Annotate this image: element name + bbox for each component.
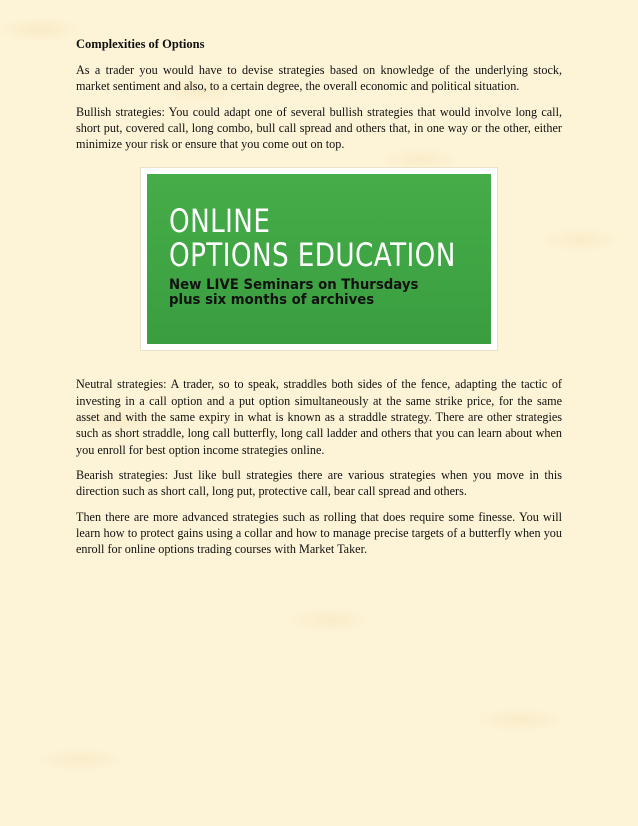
document-page xyxy=(76,36,562,566)
intro-paragraph: As a trader you would have to devise strategies based on knowledge of the underlying stock, market sentiment and also, to a certain degree, the overall economic and political situation. xyxy=(76,63,562,94)
online-options-education-banner[interactable] xyxy=(147,174,491,344)
banner-subtitle-line1: New LIVE Seminars on Thursdays xyxy=(169,277,419,294)
banner-container xyxy=(76,168,562,350)
advanced-strategies-paragraph: Then there are more advanced strategies such as rolling that does require some finesse. You will learn how to protect gains using a collar and how to manage precise targets of a butterfly when you enroll for online options trading courses with Market Taker. xyxy=(76,509,562,557)
banner-title-line1: ONLINE xyxy=(169,202,271,241)
banner-title-line2: OPTIONS EDUCATION xyxy=(169,236,456,275)
banner-subtitle-line2: plus six months of archives xyxy=(169,292,375,309)
banner-frame[interactable] xyxy=(141,168,497,350)
section-heading: Complexities of Options xyxy=(76,37,205,51)
bullish-strategies-paragraph: Bullish strategies: You could adapt one of several bullish strategies that would involve long call, short put, covered call, long combo, bull call spread and others that, in one way or the other, either minimize your risk or ensure that you come out on top. xyxy=(76,104,562,152)
neutral-strategies-paragraph: Neutral strategies: A trader, so to speak, straddles both sides of the fence, adapting the tactic of investing in a call option and a put option simultaneously at the same strike price, for the same asset and with the same expiry in what is known as a straddle strategy. There are other strategies such as short straddle, long call butterfly, long call ladder and others that you can learn about when you enroll for best option income strategies online. xyxy=(76,377,562,457)
bearish-strategies-paragraph: Bearish strategies: Just like bull strategies there are various strategies when you move in this direction such as short call, long put, protective call, bear call spread and others. xyxy=(76,467,562,499)
